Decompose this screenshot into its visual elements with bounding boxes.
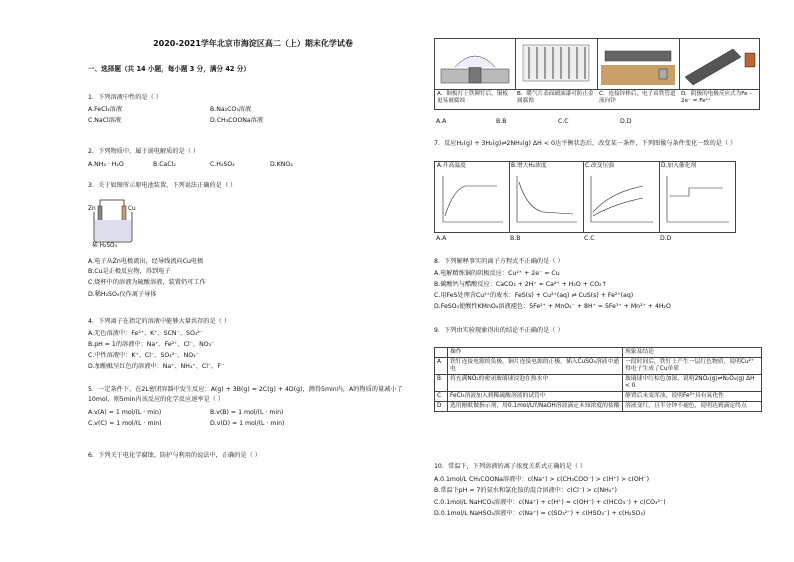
q7-graph-table [434,161,736,233]
q5-option-b[interactable]: B.v(B) = 1 mol/(L · min) [210,409,284,416]
q4-option-c[interactable]: C.中性溶液中：K⁺、Cl⁻、SO₄²⁻、NO₃⁻ [88,352,199,359]
table-cell: 溶液变红，且半分钟不褪色，说明达到滴定终点 [623,402,762,412]
cu-electrode-label: Cu [128,206,136,212]
q8-option-c[interactable]: C.用FeS处理含Cu²⁺的废水：FeS(s) + Cu²⁺(aq) ⇌ CuS(s) + Fe²⁺(aq) [434,292,634,299]
galvanic-cell-figure [90,196,140,252]
q7-option-d[interactable]: D.D [660,235,672,242]
q8-option-a[interactable]: A.电解精炼铜的阴极反应：Cu²⁺ + 2e⁻ = Cu [434,270,560,277]
q7-plot-c [583,172,659,228]
q7-graph-d-heading: D.加入催化剂 [661,163,697,169]
table-row [435,375,762,392]
question-7: 7．反应H₂(g) + 3H₂(g)⇌2NH₃(g) ΔH < 0达平衡状态后，改变某一条件，下列图像与条件变化一致的是（ ） [434,140,737,147]
q6-option-b[interactable]: B.B [496,118,507,125]
q4-option-b[interactable]: B.pH = 1的溶液中：Na⁺、Fe²⁺、Cl⁻、NO₃⁻ [88,341,215,348]
table-cell: A [435,358,448,375]
section-heading: 一、选择题（共 14 小题，每小题 3 分，满分 42 分） [88,65,250,73]
corrosion-diagram-icon [435,39,515,89]
q6-figure-b [515,39,598,90]
steel-pipe-icon [679,39,759,89]
q2-option-a[interactable]: A.NH₃ · H₂O [88,161,124,168]
q7-graph-b [509,162,584,232]
q1-option-a[interactable]: A.FeCl₃溶液 [88,106,123,113]
q7-graph-a [435,162,510,232]
question-2: 2．下列物质中，属于弱电解质的是（ ） [88,148,200,155]
q5-option-c[interactable]: C.v(C) = 1 mol/(L · min) [88,420,162,427]
pipeline-icon [597,39,679,89]
q1-option-b[interactable]: B.Na₂CO₃溶液 [210,106,252,113]
q10-option-c[interactable]: C.0.1mol/L NaHCO₃溶液中：c(Na⁺) + c(H⁺) = c(OH⁻) + c(HCO₃⁻) + c(CO₃²⁻) [434,499,666,506]
question-8: 8．下列解释事实的离子方程式不正确的是（ ） [434,258,564,265]
question-5-line-1: 5．一定条件下，在2L密闭容器中发生反应：A(g) + 3B(g) = 2C(g) + 4D(g)，测得5min内，A的物质的量减小了 [88,386,403,393]
table-cell: 将充满NO₂的密闭玻璃球浸泡在热水中 [448,375,623,392]
q8-option-d[interactable]: D.FeSO₄使酸性KMnO₄溶液褪色：5Fe²⁺ + MnO₄⁻ + 8H⁺ = 5Fe³⁺ + Mn²⁺ + 4H₂O [434,303,671,310]
q3-option-b[interactable]: B.Cu是正极反应物，得到电子 [88,268,171,275]
q7-graph-a-heading: A.升高温度 [437,163,466,169]
radiator-icon [515,39,597,89]
q3-option-a[interactable]: A.电子从Zn电极流出，经导线流向Cu电极 [88,258,204,265]
table-cell: C [435,392,448,402]
q7-option-b[interactable]: B.B [510,235,521,242]
table-row [435,402,762,412]
q9-table [434,347,762,412]
table-cell: 铁钉连接电源的负极，铜片连接电源的正极，插入CuSO₄溶液中通电 [448,358,623,375]
question-5-line-2: 10mol，则5min内该反应的化学反应速率是（ ） [88,396,224,403]
table-cell: FeCl₃溶液加入到稀硫酸溶液的试管中 [448,392,623,402]
q2-option-d[interactable]: D.KNO₃ [270,161,293,168]
table-header-row [435,348,762,358]
q7-plot-b [509,172,583,228]
q6-option-c[interactable]: C.C [558,118,569,125]
q6-figure-c [597,39,680,90]
page-title: 2020-2021学年北京市海淀区高二（上）期末化学试卷 [153,39,353,48]
q4-option-a[interactable]: A.无色溶液中：Fe³⁺、K⁺、SCN⁻、SO₄²⁻ [88,330,204,337]
table-cell: B [435,375,448,392]
table-header: 现象及结论 [623,348,762,358]
q6-figure-table [434,38,760,110]
q6-caption-b: B．暖气片表面刷油漆可防止金属腐蚀 [517,91,594,104]
acid-label: 稀 H₂SO₄ [92,243,117,249]
question-9: 9．下列由实验现象得出的结论不正确的是（ ） [434,327,564,334]
q6-figure-a [435,39,516,90]
question-10: 10．常温下，下列溶液的离子浓度关系式正确的是（ ） [434,463,587,470]
q6-figure-d [679,39,759,90]
zn-electrode-label: Zn [88,206,96,212]
q5-option-d[interactable]: D.v(D) = 1 mol/(L · min) [210,420,285,427]
table-cell: 一段时间后，铁钉上产生一层红色物质，说明Cu²⁺得电子生成了Cu单质 [623,358,762,375]
q7-graph-d [659,162,735,232]
table-cell: D [435,402,448,412]
question-4: 4．下列离子在指定的溶液中能够大量共存的是（ ） [88,318,231,325]
q7-option-a[interactable]: A.A [436,235,447,242]
q1-option-c[interactable]: C.NaCl溶液 [88,117,122,124]
q6-caption-a: A．铜板打上铁铆钉后，铜板更易被腐蚀 [437,91,508,104]
q2-option-b[interactable]: B.CaCl₂ [153,161,176,168]
q7-graph-c-heading: C.改变压强 [585,163,615,169]
q2-option-c[interactable]: C.H₂SO₄ [210,161,235,168]
q3-option-d[interactable]: D.稀H₂SO₄仅作离子导体 [88,291,157,298]
q10-option-b[interactable]: B.常温下pH = 7的氨水和氯化铵的混合溶液中：c(Cl⁻) > c(NH₄⁺) [434,487,617,494]
q3-option-c[interactable]: C.烧杯中的溶液为硫酸溶液，装置仍可工作 [88,279,206,286]
q5-option-a[interactable]: A.v(A) = 1 mol/(L · min) [88,409,162,416]
table-cell: 玻璃球中红棕色加深，说明2NO₂(g)⇌N₂O₄(g) ΔH < 0 [623,375,762,392]
table-cell: 选用酚酞做指示剂，用0.1mol/L的NaOH溶液滴定未知浓度的盐酸 [448,402,623,412]
q6-caption-d: D．阴极的电极反应式为Fe - 2e⁻ = Fe²⁺ [681,91,752,104]
q7-graph-b-heading: B.增大H₂浓度 [511,163,547,169]
question-6: 6．下列关于电化学腐蚀、防护与利用的说法中，正确的是（ ） [88,452,261,459]
q7-option-c[interactable]: C.C [584,235,595,242]
q10-option-a[interactable]: A.0.1mol/L CH₃COONa溶液中：c(Na⁺) > c(CH₃COO⁻) > c(H⁺) > c(OH⁻) [434,476,650,483]
table-row [435,358,762,375]
table-cell: 静置后未变浑浊，说明Fe³⁺具有氧化性 [623,392,762,402]
table-cell [435,348,448,358]
q1-option-d[interactable]: D.CH₃COONa溶液 [210,117,264,124]
q6-caption-c: C．连接锌棒后，电子由铁管道流向锌 [599,91,676,104]
q7-graph-c [583,162,660,232]
q7-plot-a [435,172,509,228]
table-header: 操作 [448,348,623,358]
q7-plot-d [659,172,735,228]
question-1: 1．下列溶液中性的是（ ） [88,94,162,101]
q4-option-d[interactable]: D.加酚酞呈红色的溶液中：Na⁺、NH₄⁺、Cl⁻、F⁻ [88,363,225,370]
table-row [435,392,762,402]
q6-option-d[interactable]: D.D [620,118,632,125]
q8-option-b[interactable]: B.碳酸钙与醋酸反应：CaCO₃ + 2H⁺ = Ca²⁺ + H₂O + CO₂↑ [434,281,607,288]
q10-option-d[interactable]: D.0.1mol/L NaHSO₃溶液中：c(Na⁺) = c(SO₃²⁻) + c(HSO₃⁻) + c(H₂SO₃) [434,510,646,517]
q6-option-a[interactable]: A.A [436,118,447,125]
question-3: 3．关于如图所示原电池装置，下列说法正确的是（ ） [88,182,237,189]
